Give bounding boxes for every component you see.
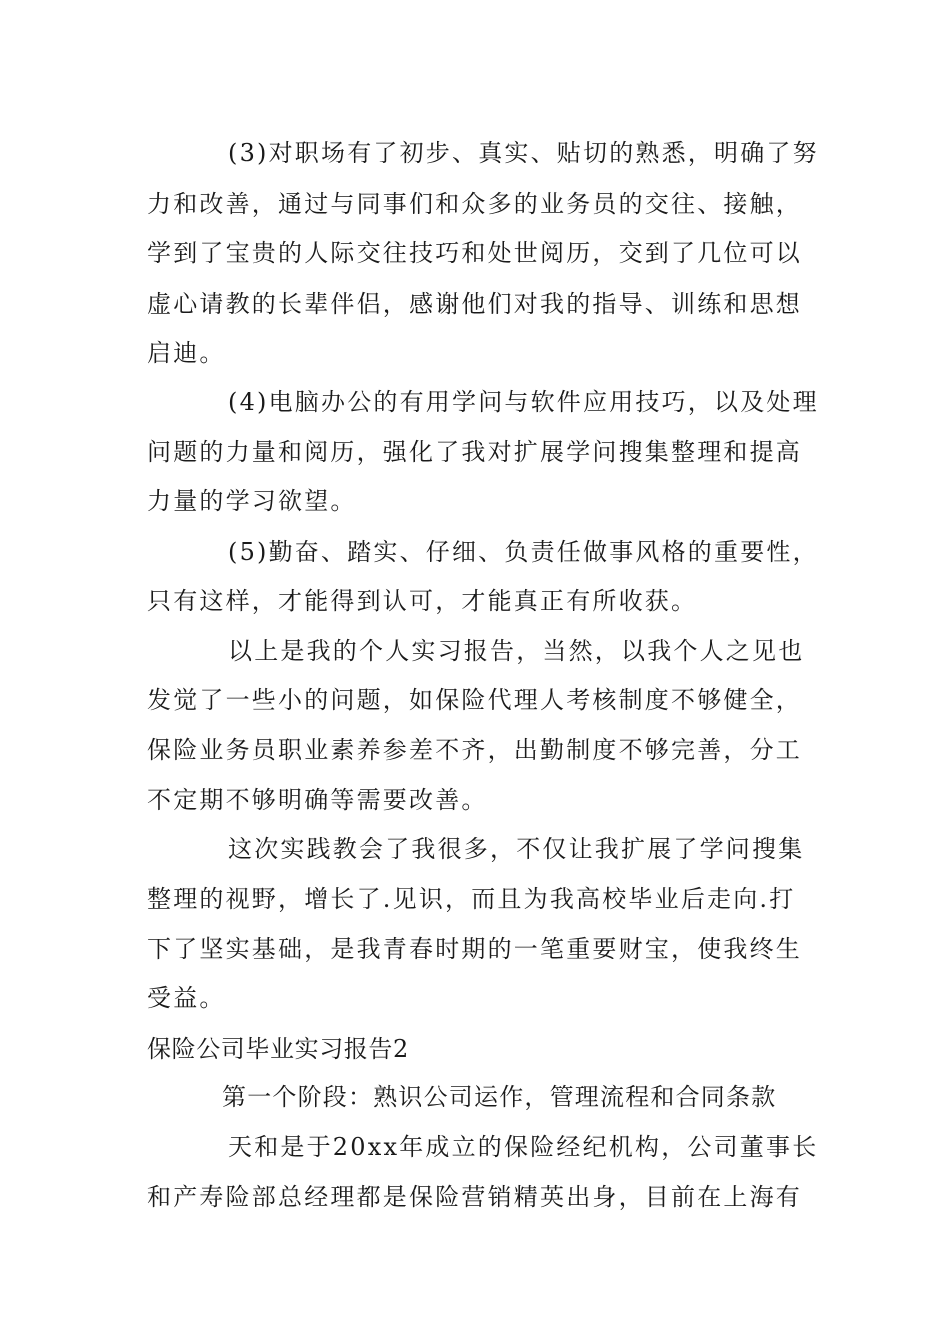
conclusion-line-3: 下了坚实基础，是我青春时期的一笔重要财宝，使我终生 <box>147 935 802 963</box>
paragraph-3-line-4: 虚心请教的长辈伴侣，感谢他们对我的指导、训练和思想 <box>147 290 802 318</box>
stage-one-heading: 第一个阶段：熟识公司运作，管理流程和合同条款 <box>222 1083 777 1111</box>
paragraph-3-line-3: 学到了宝贵的人际交往技巧和处世阅历，交到了几位可以 <box>147 239 802 267</box>
paragraph-3-line-1: (3)对职场有了初步、真实、贴切的熟悉，明确了努 <box>228 139 819 167</box>
summary-line-1: 以上是我的个人实习报告，当然，以我个人之见也 <box>228 637 805 665</box>
summary-line-4: 不定期不够明确等需要改善。 <box>147 786 488 814</box>
paragraph-4-line-1: (4)电脑办公的有用学问与软件应用技巧，以及处理 <box>228 388 819 416</box>
paragraph-5-line-2: 只有这样，才能得到认可，才能真正有所收获。 <box>147 587 698 615</box>
section-heading: 保险公司毕业实习报告2 <box>147 1035 409 1063</box>
paragraph-4-line-3: 力量的学习欲望。 <box>147 487 357 515</box>
company-intro-line-2: 和产寿险部总经理都是保险营销精英出身，目前在上海有 <box>147 1183 802 1211</box>
conclusion-line-4: 受益。 <box>147 984 226 1012</box>
paragraph-4-line-2: 问题的力量和阅历，强化了我对扩展学问搜集整理和提高 <box>147 438 802 466</box>
summary-line-2: 发觉了一些小的问题，如保险代理人考核制度不够健全， <box>147 686 802 714</box>
conclusion-line-2: 整理的视野，增长了.见识，而且为我高校毕业后走向.打 <box>147 885 796 913</box>
paragraph-3-line-2: 力和改善，通过与同事们和众多的业务员的交往、接触， <box>147 190 802 218</box>
conclusion-line-1: 这次实践教会了我很多，不仅让我扩展了学问搜集 <box>228 835 805 863</box>
company-intro-line-1: 天和是于20xx年成立的保险经纪机构，公司董事长 <box>228 1133 819 1161</box>
summary-line-3: 保险业务员职业素养参差不齐，出勤制度不够完善，分工 <box>147 736 802 764</box>
paragraph-5-line-1: (5)勤奋、踏实、仔细、负责任做事风格的重要性， <box>228 538 819 566</box>
paragraph-3-line-5: 启迪。 <box>147 339 226 367</box>
